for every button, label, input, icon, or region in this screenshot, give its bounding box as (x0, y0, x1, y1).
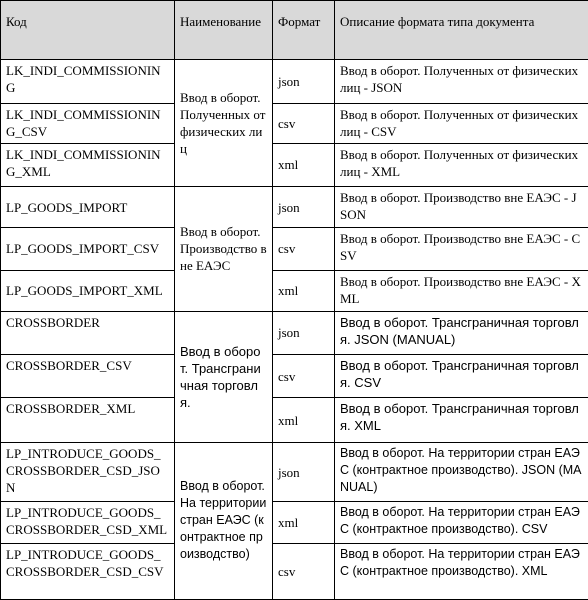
table-row (1, 60, 588, 104)
table-row (1, 186, 588, 227)
code-cell: LP_GOODS_IMPORT (1, 186, 175, 227)
description-cell: Ввод в оборот. Трансграничная торговля. XML (335, 398, 588, 442)
table-row (1, 398, 588, 442)
code-cell: LK_INDI_COMMISSIONING_CSV (1, 104, 175, 143)
table-row (1, 442, 588, 501)
description-cell: Ввод в оборот. Производство вне ЕАЭС - XML (335, 270, 588, 311)
table-row (1, 228, 588, 270)
header-name: Наименование (175, 1, 273, 60)
header-description: Описание формата типа документа (335, 1, 588, 60)
format-cell: csv (273, 355, 335, 398)
code-cell: LK_INDI_COMMISSIONING (1, 60, 175, 104)
table-row (1, 104, 588, 143)
table-row (1, 355, 588, 398)
description-cell: Ввод в оборот. На территории стран ЕАЭС (контрактное производство). JSON (MANUAL) (335, 442, 588, 501)
name-cell: Ввод в оборот. Полученных от физических лиц (175, 60, 273, 187)
code-cell: LP_GOODS_IMPORT_XML (1, 270, 175, 311)
code-cell: CROSSBORDER (1, 311, 175, 354)
format-cell: csv (273, 104, 335, 143)
format-cell: json (273, 311, 335, 354)
description-cell: Ввод в оборот. Полученных от физических лиц - XML (335, 143, 588, 186)
header-code: Код (1, 1, 175, 60)
description-cell: Ввод в оборот. Производство вне ЕАЭС - CSV (335, 228, 588, 270)
description-cell: Ввод в оборот. Производство вне ЕАЭС - JSON (335, 186, 588, 227)
format-cell: csv (273, 228, 335, 270)
code-cell: LP_INTRODUCE_GOODS_CROSSBORDER_CSD_CSV (1, 543, 175, 599)
format-cell: xml (273, 270, 335, 311)
format-cell: xml (273, 502, 335, 543)
code-cell: CROSSBORDER_XML (1, 398, 175, 442)
table-row (1, 270, 588, 311)
format-cell: xml (273, 398, 335, 442)
code-cell: LP_INTRODUCE_GOODS_CROSSBORDER_CSD_XML (1, 502, 175, 543)
table-row (1, 143, 588, 186)
format-cell: csv (273, 543, 335, 599)
format-cell: json (273, 442, 335, 501)
name-cell: Ввод в оборот. Производство вне ЕАЭС (175, 186, 273, 311)
code-cell: LP_GOODS_IMPORT_CSV (1, 228, 175, 270)
code-cell: LK_INDI_COMMISSIONING_XML (1, 143, 175, 186)
format-cell: json (273, 60, 335, 104)
format-cell: xml (273, 143, 335, 186)
code-cell: LP_INTRODUCE_GOODS_CROSSBORDER_CSD_JSON (1, 442, 175, 501)
table-row (1, 543, 588, 599)
name-cell: Ввод в оборот. На территории стран ЕАЭС (контрактное производство) (175, 442, 273, 599)
table-row (1, 311, 588, 354)
table-row (1, 502, 588, 543)
description-cell: Ввод в оборот. На территории стран ЕАЭС (контрактное производство). XML (335, 543, 588, 599)
code-cell: CROSSBORDER_CSV (1, 355, 175, 398)
format-cell: json (273, 186, 335, 227)
header-row (1, 1, 588, 60)
description-cell: Ввод в оборот. На территории стран ЕАЭС (контрактное производство). CSV (335, 502, 588, 543)
header-format: Формат (273, 1, 335, 60)
name-cell: Ввод в оборот. Трансграничная торговля. (175, 311, 273, 442)
description-cell: Ввод в оборот. Полученных от физических лиц - CSV (335, 104, 588, 143)
description-cell: Ввод в оборот. Полученных от физических лиц - JSON (335, 60, 588, 104)
description-cell: Ввод в оборот. Трансграничная торговля. CSV (335, 355, 588, 398)
description-cell: Ввод в оборот. Трансграничная торговля. JSON (MANUAL) (335, 311, 588, 354)
